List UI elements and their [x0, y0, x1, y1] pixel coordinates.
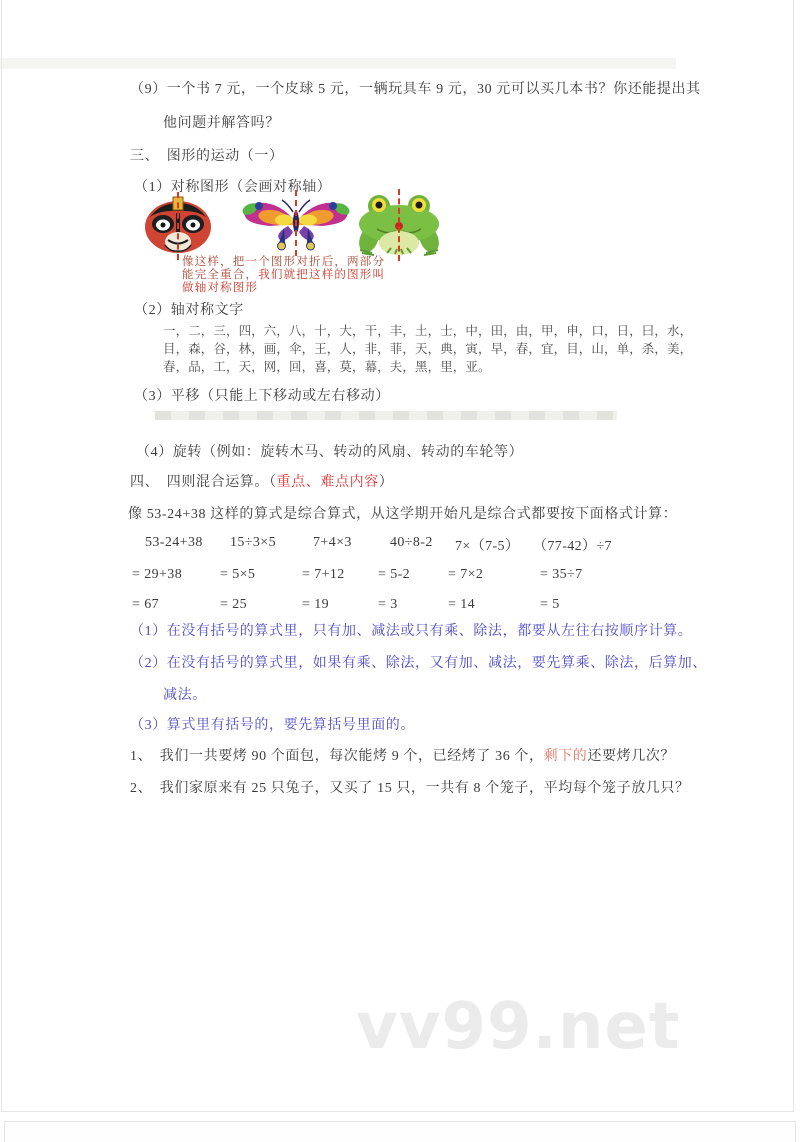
- next-page-edge: [4, 1121, 796, 1142]
- problem-1-text: 1、 我们一共要烤 90 个面包，每次能烤 9 个，已经烤了 36 个，: [130, 749, 544, 764]
- calc-expr: （77-42）÷7: [533, 539, 612, 554]
- calc-step: = 35÷7: [540, 567, 583, 582]
- watermark: vv99.net: [356, 990, 681, 1064]
- calc-step: = 29+38: [132, 567, 183, 582]
- section-3-heading: 三、 图形的运动（一）: [130, 149, 284, 164]
- calc-expr: 7×（7-5）: [455, 539, 520, 554]
- item-translation: （3）平移（只能上下移动或左右移动）: [134, 389, 390, 404]
- item-symmetric-characters: （2）轴对称文字: [134, 303, 244, 318]
- symmetry-axis-line: [177, 192, 179, 260]
- calc-expr: 40÷8-2: [390, 535, 433, 550]
- symmetry-caption-line-3: 做轴对称图形: [182, 282, 259, 294]
- problem-1-suffix: 还要烤几次？: [587, 749, 676, 764]
- calc-step: = 5-2: [378, 567, 411, 582]
- rule-3: （3）算式里有括号的，要先算括号里面的。: [130, 718, 415, 733]
- question-9-line-2: 他问题并解答吗？: [163, 116, 280, 131]
- calc-result: = 5: [540, 597, 560, 612]
- problem-1-highlight: 剩下的: [543, 749, 588, 764]
- symmetric-characters-line-1: 一，二，三，四，六，八，十，大，干，丰，土，士，中，田，由，甲，申，口，日，曰，水，: [163, 324, 693, 338]
- caption-part-dark: 能完全重合，: [182, 269, 259, 281]
- section-4-highlight: 重点、难点内容: [276, 475, 379, 490]
- symmetric-characters-line-3: 春，品，工，天，网，回，喜，莫，幕，夫，黑，里，亚。: [163, 360, 491, 374]
- calc-result: = 67: [132, 597, 159, 612]
- word-problem-2: 2、 我们家原来有 25 只兔子，又买了 15 只，一共有 8 个笼子，平均每个笼子放几只？: [130, 781, 690, 796]
- question-9-line-1: （9）一个书 7 元，一个皮球 5 元，一辆玩具车 9 元，30 元可以买几本书？你还能提出其: [130, 82, 701, 97]
- section-4-prefix: 四、 四则混合运算。（: [130, 475, 277, 490]
- calc-expr: 15÷3×5: [230, 535, 276, 550]
- symmetry-axis-line: [398, 189, 400, 261]
- rule-2: （2）在没有括号的算式里，如果有乘、除法，又有加、减法，要先算乘、除法，后算加、: [130, 656, 707, 671]
- word-problem-1: [130, 745, 675, 765]
- calc-step: = 5×5: [220, 567, 256, 582]
- calc-expr: 7+4×3: [313, 535, 352, 550]
- calc-result: = 25: [220, 597, 247, 612]
- calc-intro: 像 53-24+38 这样的算式是综合算式，从这学期开始凡是综合式都要按下面格式计算：: [128, 507, 678, 522]
- symmetry-caption-line-2: [182, 269, 385, 282]
- rule-2-continued: 减法。: [163, 688, 207, 703]
- symmetry-caption-line-1: 像这样，把一个图形对折后，两部分: [182, 256, 386, 268]
- previous-image-remnant: [0, 58, 676, 69]
- calc-step: = 7×2: [448, 567, 484, 582]
- caption-part-bright: 我们就把这样的图形叫: [258, 269, 386, 281]
- translation-figure-strip: [155, 411, 617, 420]
- calc-result: = 3: [378, 597, 398, 612]
- symmetry-axis-line: [295, 190, 297, 256]
- item-symmetric-figures: （1）对称图形（会画对称轴）: [134, 180, 332, 195]
- rule-1: （1）在没有括号的算式里，只有加、减法或只有乘、除法，都要从左往右按顺序计算。: [130, 624, 693, 639]
- calc-expr: 53-24+38: [145, 535, 203, 550]
- calc-step: = 7+12: [302, 567, 345, 582]
- section-4-heading: [130, 471, 393, 491]
- section-4-suffix: ）: [378, 475, 394, 490]
- calc-result: = 14: [448, 597, 475, 612]
- page-frame: [1, 0, 794, 1112]
- calc-result: = 19: [302, 597, 329, 612]
- item-rotation: （4）旋转（例如：旋转木马、转动的风扇、转动的车轮等）: [136, 445, 524, 460]
- symmetric-characters-line-2: 目，森，谷，林，画，伞，王，人，非，菲，天，典，寅，早，春，宜，目，山，单，杀，美，: [163, 342, 693, 356]
